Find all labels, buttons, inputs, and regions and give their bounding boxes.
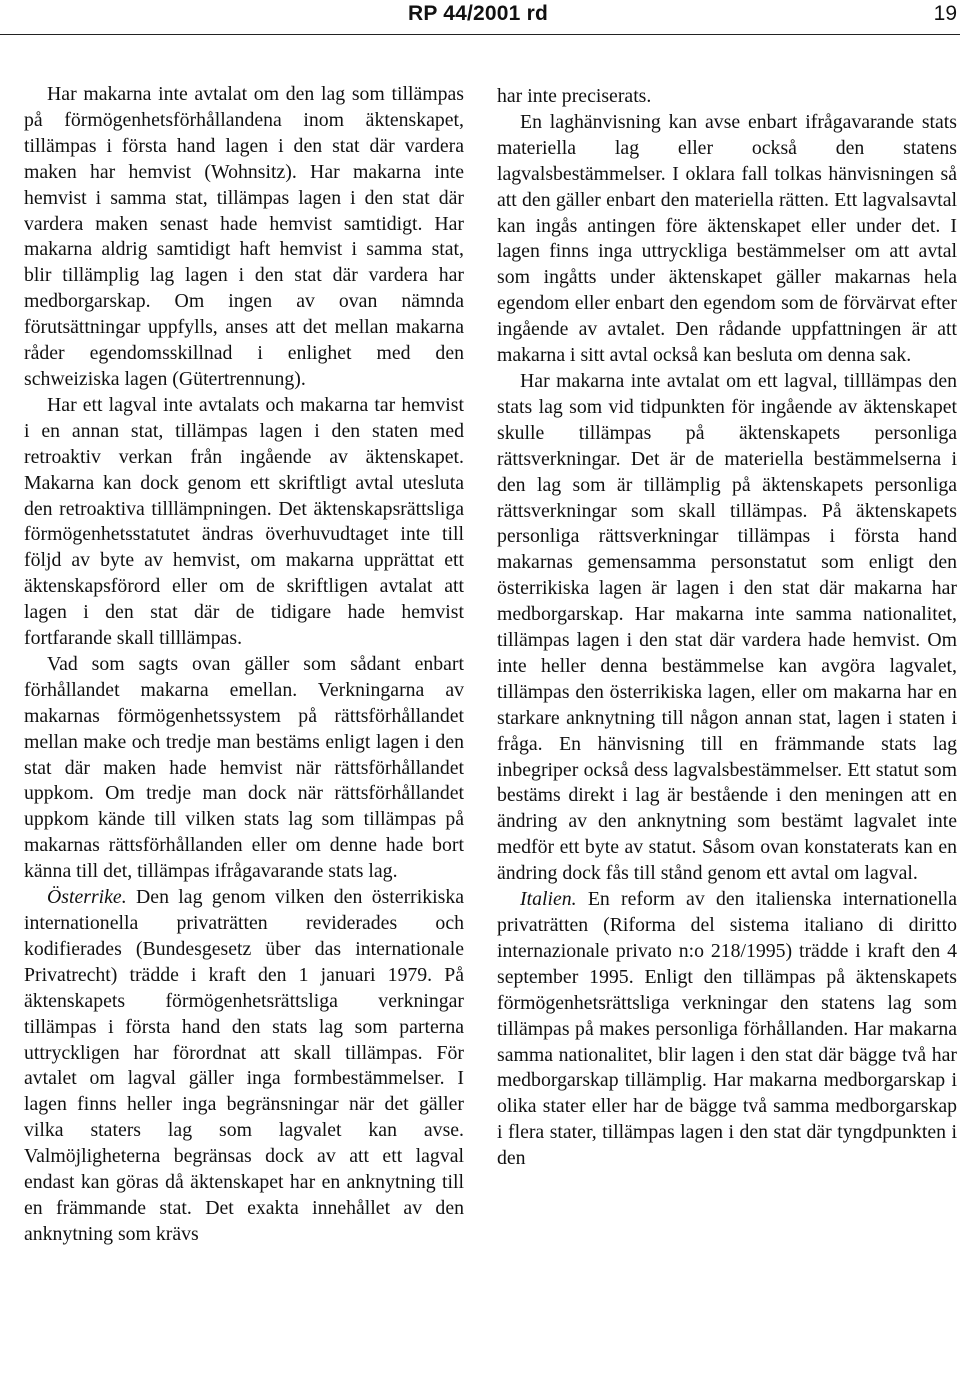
paragraph: Har makarna inte avtalat om den lag som tillämpas på förmögenhetsförhållandena inom äktenskapet, tillämpas i första hand lagen i den stat där vardera maken har hemvist (Wohnsitz). Har makarna inte hemvist i samma stat, tillämpas lagen i den stat där vardera maken senast hade hemvist samtidigt. Har makarna aldrig samtidigt haft hemvist i samma stat, blir tillämplig lag lagen i den stat där vardera har medborgarskap. Om ingen av ovan nämnda förutsättningar uppfylls, anses att det mellan makarna råder egendomsskillnad i enlighet med den schweiziska lagen (Gütertrennung). <box>24 83 464 390</box>
paragraph: Har ett lagval inte avtalats och makarna tar hemvist i en annan stat, tillämpas lagen i den staten med retroaktiv verkan från ingående av äktenskapet. Makarna kan dock genom ett skriftligt avtal utesluta den retroaktiva tilllämpningen. Det äktenskapsrättsliga förmögenhetsstatutet ändras överhuvudtaget inte till följd av byte av hemvist, om makarna upprättat ett äktenskapsförord eller om de skriftligen avtalat att lagen i den stat där de tidigare hade hemvist fortfarande skall tilllämpas. <box>24 393 464 650</box>
paragraph-austria <box>24 885 464 1248</box>
header-rule <box>0 34 960 35</box>
paragraph-continued: har inte preciserats. <box>497 85 652 107</box>
paragraph: En laghänvisning kan avse enbart ifrågavarande stats materiella lag eller också den statens lagvalsbestämmelser. I oklara fall tolkas hänvisningen så att den gäller enbart den materiella rätten. Ett lagvalsavtal kan ingås antingen före äktenskapet eller under det. I lagen finns inga uttryckliga bestämmelser om att avtal som ingåtts under äktenskapet gäller makarnas hela egendom eller enbart den egendom som de förvärvat efter ingående av avtalet. Den rådande uppfattningen är att makarna i sitt avtal också kan besluta om denna sak. <box>497 110 957 367</box>
right-column <box>497 84 957 1172</box>
paragraph-text: Den lag genom vilken den österrikiska internationella privaträtten reviderades och kodifierades (Bundesgesetz über das internationale Privatrecht) trädde i kraft den 1 januari 1979. På äktenskapets förmögenhetsrättsliga verkningar tillämpas i första hand den stats lag som parterna uttryckligen har förordnat att skall tillämpas. För avtalet om lagval gäller inga formbestämmelser. I lagen finns heller inga begränsningar när det gäller vilka staters lag som lagvalet kan avse. Valmöjligheterna begränsas dock av att ett lagval endast kan göras då äktenskapet har en anknytning till en främmande stat. Det exakta innehållet av den anknytning som krävs <box>24 886 464 1245</box>
paragraph: Vad som sagts ovan gäller som sådant enbart förhållandet makarna emellan. Verkningarna av makarnas förmögenhetssystem på rättsförhållandet mellan make och tredje man bestäms enligt lagen i den stat där maken hade hemvist när rättsförhållandet uppkom. Om tredje man dock när rättsförhållandet uppkom kände till vilken stats lag som tillämpas på makarnas rättsförhållanden eller om denne hade bort känna till det, tillämpas ifrågavarande stats lag. <box>24 652 464 883</box>
document-id: RP 44/2001 rd <box>408 2 548 25</box>
section-heading-italy: Italien. <box>520 888 577 911</box>
page-header <box>0 0 960 30</box>
section-heading-austria: Österrike. <box>47 886 127 909</box>
paragraph-italy <box>497 887 957 1172</box>
left-column <box>24 82 464 1248</box>
page-number: 19 <box>933 2 957 25</box>
paragraph: Har makarna inte avtalat om ett lagval, tilllämpas den stats lag som vid tidpunkten för ingående av äktenskapet skulle tillämpas på äktenskapets personliga rättsverkningar. Det är de materiella bestämmelserna i den lag som är tillämplig på äktenskapets personliga rättsverkningar som skall tillämpas. På äktenskapets personliga rättsverkningar tillämpas i första hand makarnas gemensamma personstatut som enligt den österrikiska lagen är lagen i den stat där makarna har medborgarskap. Har makarna inte samma nationalitet, tillämpas lagen i den stat där vardera hade hemvist. Om inte heller denna bestämmelse kan avgöra lagvalet, tillämpas den österrikiska lagen, eller om makarna har en starkare anknytning till någon annan stat, lagen i staten i fråga. En hänvisning till en främmande stats lag inbegriper också dess lagvalsbestämmelser. Ett statut som bestäms direkt i lag är bestående i den meningen att en ändring av den anknytning som bestämt lagvalet inte medför ett byte av statut. Såsom ovan konstaterats kan en ändring dock fås till stånd genom ett avtal om lagval. <box>497 369 957 885</box>
paragraph-text: En reform av den italienska internationella privaträtten (Riforma del sistema italiano di diritto internazionale privato n:o 218/1995) trädde i kraft den 4 september 1995. Enligt den tillämpas på äktenskapets förmögenhetsrättsliga verkningar den statens lag som tillämpas på makes personliga förhållanden. Har makarna samma nationalitet, blir lagen i den stat där bägge två har medborgarskap tillämplig. Har makarna medborgarskap i olika stater eller har de bägge två samma medborgarskap i flera stater, tillämpas lagen i den stat där tyngdpunkten i den <box>497 888 957 1170</box>
